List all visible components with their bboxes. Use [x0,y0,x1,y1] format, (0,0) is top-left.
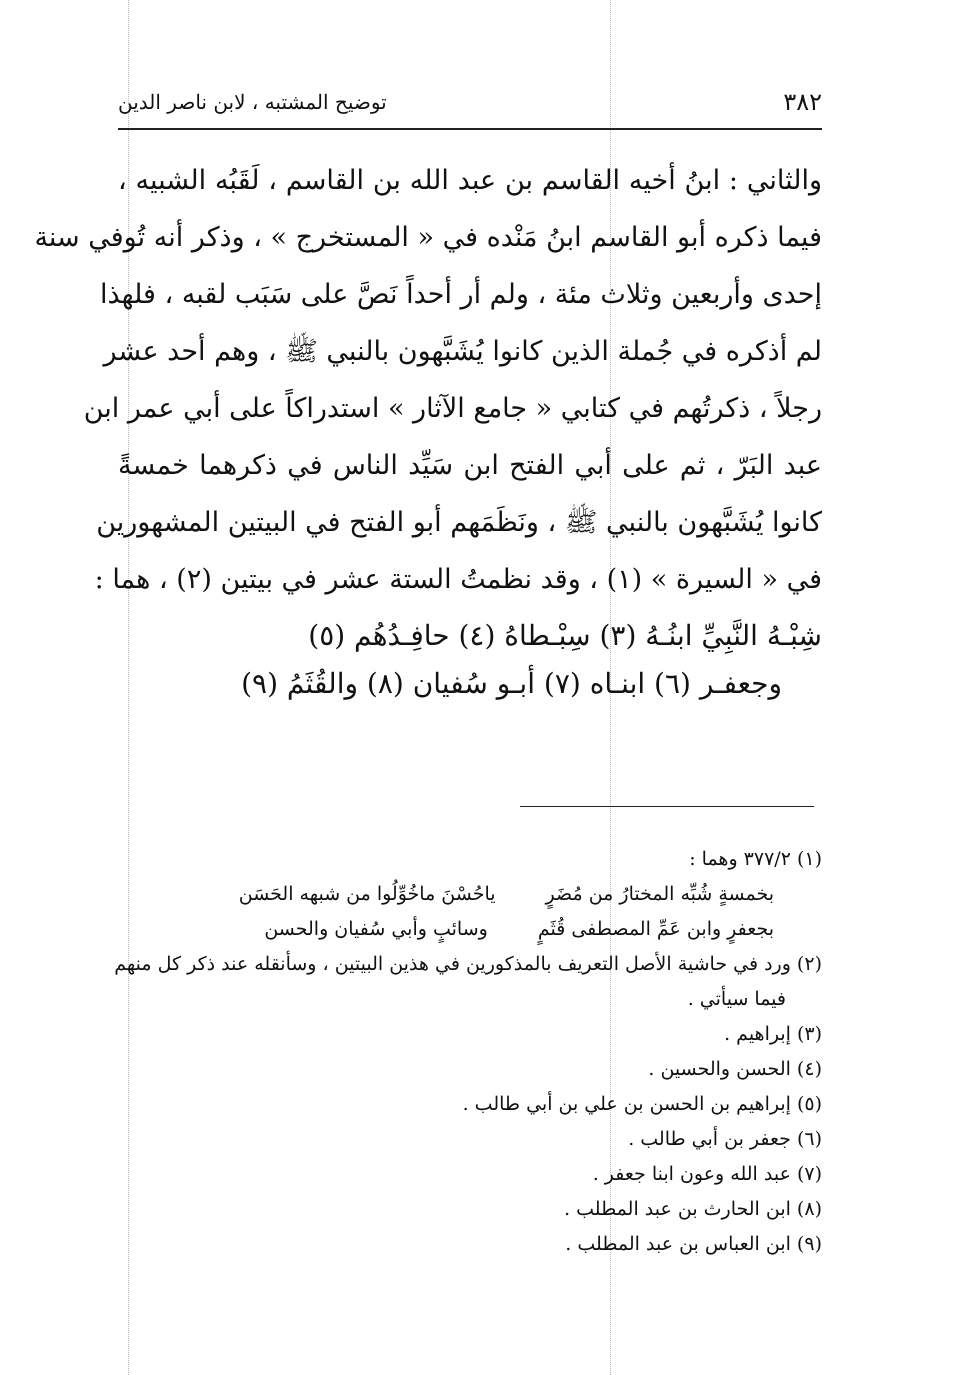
footnote-4: (٤) الحسن والحسين . [648,1058,822,1080]
text-line: كانوا يُشَبَّهون بالنبي ﷺ ، ونَظَمَهم أبو الفتح في البيتين المشهورين [96,507,822,538]
text-line: رجلاً ، ذكرتُهم في كتابي « جامع الآثار » استدراكاً على أبي عمر ابن [83,393,822,424]
poem-verse-2: وجعفـر (٦) ابنـاه (٧) أبـو سُفيان (٨) والقُثَمُ (٩) [241,667,782,700]
poem-verse-1: شِبْـهُ النَّبِيِّ ابنُـهُ (٣) سِبْـطاهُ (٤) حافِـدُهُم (٥) [308,619,822,652]
page-header [118,88,822,118]
text-line: فيما ذكره أبو القاسم ابنُ مَنْده في « المستخرج » ، وذكر أنه تُوفي سنة [34,222,822,253]
footnote-1-couplet-2 [118,912,822,947]
text-line: عبد البَرّ ، ثم على أبي الفتح ابن سَيِّد الناس في ذكرهما خمسةً [118,450,822,481]
main-text [34,155,822,611]
page-number: ٣٨٢ [783,88,822,116]
footnote-9: (٩) ابن العباس بن عبد المطلب . [565,1233,822,1255]
text-line: إحدى وأربعين وثلاث مئة ، ولم أر أحداً نَصَّ على سَبَب لقبه ، فلهذا [99,279,822,310]
hemistich: بجعفرٍ وابن عَمِّ المصطفى قُثَمٍ [537,918,774,940]
hemistich: ياحُسْنَ ماخُوِّلُوا من شبهه الحَسَن [238,883,496,905]
text-line: لم أذكره في جُملة الذين كانوا يُشَبَّهون بالنبي ﷺ ، وهم أحد عشر [103,336,822,367]
hemistich: وسائبٍ وأبي سُفيان والحسن [264,918,488,940]
footnote-1-couplet-1 [118,877,822,912]
footnote-2: (٢) ورد في حاشية الأصل التعريف بالمذكورين في هذين البيتين ، وسأنقله عند ذكر كل منهم [114,953,822,975]
footnotes [114,842,822,1262]
footnote-3: (٣) إبراهيم . [724,1023,822,1045]
footnote-1: (١) ٣٧٧/٢ وهما : [689,848,822,870]
poem [118,612,822,708]
hemistich: بخمسةٍ شُبِّه المختارُ من مُضَرٍ [545,883,774,905]
running-title: توضيح المشتبه ، لابن ناصر الدين [118,90,387,114]
footnote-8: (٨) ابن الحارث بن عبد المطلب . [564,1198,822,1220]
footnote-7: (٧) عبد الله وعون ابنا جعفر . [592,1163,822,1185]
footnote-6: (٦) جعفر بن أبي طالب . [628,1128,822,1150]
text-line: في « السيرة » (١) ، وقد نظمتُ الستة عشر في بيتين (٢) ، هما : [94,564,822,595]
footnote-5: (٥) إبراهيم بن الحسن بن علي بن أبي طالب . [462,1093,822,1115]
text-line: والثاني : ابنُ أخيه القاسم بن عبد الله بن القاسم ، لَقَبُه الشبيه ، [118,165,822,196]
footnote-2-continued: فيما سيأتي . [687,988,786,1010]
footnote-separator [520,806,814,807]
header-rule [118,128,822,130]
